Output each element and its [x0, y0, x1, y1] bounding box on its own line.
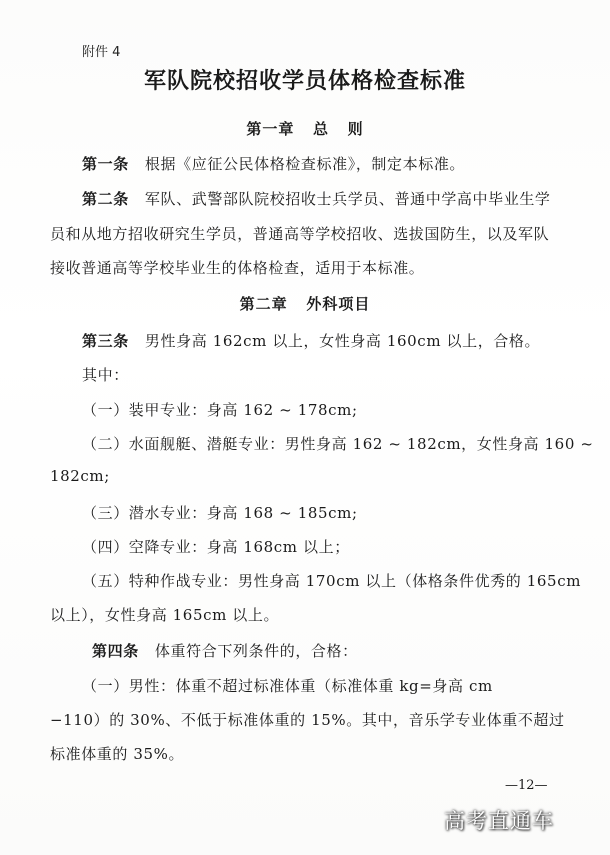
male-weight-line-1: （一）男性：体重不超过标准体重（标准体重 kg=身高 cm — [82, 677, 493, 695]
page-number: —12— — [505, 778, 548, 793]
item-airborne: （四）空降专业：身高 168cm 以上； — [82, 538, 350, 556]
male-weight-line-2: −110）的 30%、不低于标准体重的 15%。其中，音乐学专业体重不超过 — [50, 711, 565, 729]
article-3 — [82, 330, 540, 351]
article-4-text: 体重符合下列条件的，合格： — [154, 642, 358, 660]
chapter-2-heading: 第二章 外科项目 — [239, 295, 371, 313]
item-naval-line-1: （二）水面舰艇、潜艇专业：男性身高 162 ~ 182cm，女性身高 160 ~ — [82, 435, 594, 453]
male-weight-line-3: 标准体重的 35%。 — [50, 745, 185, 763]
article-4 — [92, 640, 358, 661]
article-2-label: 第二条 — [82, 190, 129, 208]
item-diving: （三）潜水专业：身高 168 ~ 185cm; — [82, 504, 358, 522]
among-label: 其中： — [82, 366, 129, 384]
chapter-1-heading: 第一章 总 则 — [246, 120, 364, 138]
article-4-label: 第四条 — [92, 642, 139, 660]
article-3-label: 第三条 — [82, 332, 129, 350]
article-1 — [82, 153, 465, 174]
item-armor: （一）装甲专业：身高 162 ~ 178cm; — [82, 401, 358, 419]
watermark: 高考直通车 — [444, 809, 554, 833]
article-1-text: 根据《应征公民体格检查标准》，制定本标准。 — [144, 155, 466, 173]
article-2-line-3: 接收普通高等学校毕业生的体格检查，适用于本标准。 — [50, 259, 425, 277]
attachment-label: 附件 4 — [82, 45, 121, 60]
article-2-text-1: 军队、武警部队院校招收士兵学员、普通中学高中毕业生学 — [144, 190, 551, 208]
document-title: 军队院校招收学员体格检查标准 — [143, 69, 466, 94]
article-2-line-2: 员和从地方招收研究生学员，普通高等学校招收、选拔国防生，以及军队 — [50, 225, 550, 243]
item-special-ops-line-1: （五）特种作战专业：男性身高 170cm 以上（体格条件优秀的 165cm — [82, 572, 582, 590]
article-2-line-1 — [82, 188, 551, 209]
article-1-label: 第一条 — [82, 155, 129, 173]
article-3-text: 男性身高 162cm 以上，女性身高 160cm 以上，合格。 — [144, 332, 541, 350]
item-naval-line-2: 182cm; — [50, 467, 110, 485]
item-special-ops-line-2: 以上），女性身高 165cm 以上。 — [50, 606, 280, 624]
